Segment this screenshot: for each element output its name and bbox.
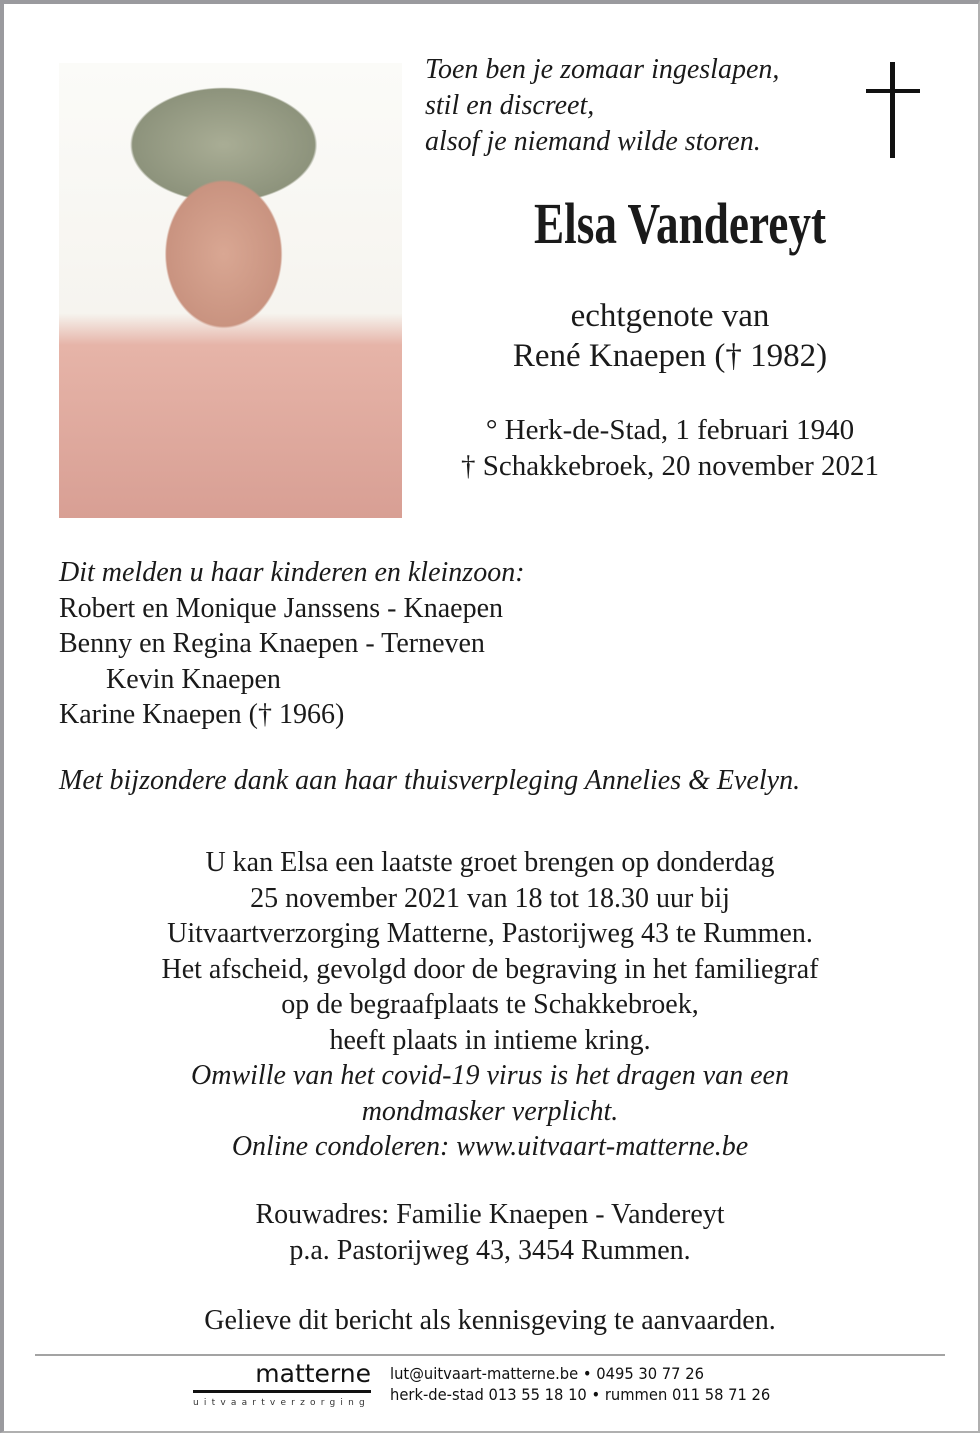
address-line: Rouwadres: Familie Knaepen - Vandereyt — [255, 1199, 725, 1230]
poem — [425, 52, 779, 160]
logo-word: matterne — [255, 1359, 371, 1388]
acknowledgement: Gelieve dit bericht als kennisgeving te aanvaarden. — [204, 1305, 776, 1336]
life-dates — [420, 412, 920, 484]
logo-subtitle: uitvaartverzorging — [193, 1398, 370, 1408]
family-member: Karine Knaepen († 1966) — [59, 699, 345, 730]
info-line: Het afscheid, gevolgd door de begraving in het familiegraf — [161, 953, 819, 985]
family-list — [59, 555, 525, 733]
portrait-photo — [59, 63, 402, 518]
spouse-name: René Knaepen († 1982) — [512, 338, 828, 374]
ceremony-info — [0, 845, 980, 1165]
covid-note: Omwille van het covid-19 virus is het dragen van een — [191, 1060, 789, 1091]
family-member: Robert en Monique Janssens - Knaepen — [59, 592, 504, 624]
covid-note: mondmasker verplicht. — [361, 1095, 619, 1127]
info-line: Uitvaartverzorging Matterne, Pastorijweg 43 te Rummen. — [167, 918, 813, 949]
poem-line: Toen ben je zomaar ingeslapen, — [425, 54, 780, 85]
family-member: Benny en Regina Knaepen - Terneven — [59, 628, 485, 659]
death-date: † Schakkebroek, 20 november 2021 — [461, 450, 879, 482]
mourning-address — [0, 1197, 980, 1268]
footer-contact — [390, 1363, 770, 1405]
deceased-name: Elsa Vandereyt — [533, 191, 827, 256]
poem-line: alsof je niemand wilde storen. — [425, 126, 761, 157]
info-line: op de begraafplaats te Schakkebroek, — [281, 989, 699, 1020]
info-line: U kan Elsa een laatste groet brengen op donderdag — [205, 847, 775, 878]
thanks-text: Met bijzondere dank aan haar thuisverpleging Annelies & Evelyn. — [59, 765, 801, 796]
spouse-info — [420, 296, 920, 376]
matterne-logo — [193, 1360, 371, 1408]
contact-phones: herk-de-stad 013 55 18 10 • rummen 011 58 71 26 — [390, 1385, 771, 1404]
poem-line: stil en discreet, — [425, 90, 595, 121]
spouse-label: echtgenote van — [570, 298, 770, 334]
address-line: p.a. Pastorijweg 43, 3454 Rummen. — [289, 1234, 691, 1266]
footer-divider — [35, 1354, 945, 1356]
cross-icon — [866, 62, 920, 158]
info-line: heeft plaats in intieme kring. — [329, 1024, 651, 1056]
family-intro: Dit melden u haar kinderen en kleinzoon: — [59, 557, 525, 588]
info-line: 25 november 2021 van 18 tot 18.30 uur bij — [250, 882, 730, 914]
birth-date: ° Herk-de-Stad, 1 februari 1940 — [485, 414, 855, 446]
family-member: Kevin Knaepen — [106, 663, 281, 695]
contact-email-phone: lut@uitvaart-matterne.be • 0495 30 77 26 — [390, 1364, 704, 1383]
online-condolence-link[interactable]: Online condoleren: www.uitvaart-matterne.be — [231, 1131, 749, 1162]
